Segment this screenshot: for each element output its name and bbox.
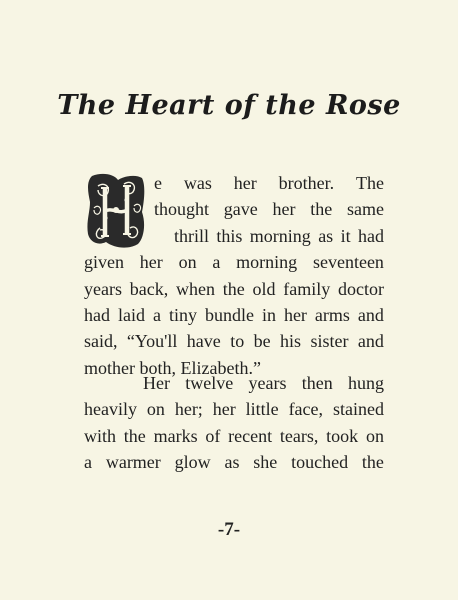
word: back,	[129, 278, 169, 299]
word: gave	[223, 199, 258, 220]
word: it	[340, 225, 351, 246]
text-line-last: mother both, Elizabeth.”	[84, 357, 261, 378]
word: and	[357, 331, 384, 352]
word: be	[253, 331, 271, 352]
word: her	[283, 305, 307, 325]
text-line	[84, 276, 384, 302]
word: have	[186, 331, 221, 352]
word: e	[154, 173, 162, 193]
word: same	[346, 199, 384, 220]
paragraph-1-top	[154, 170, 384, 223]
word: “You'll	[126, 331, 178, 352]
word: as	[318, 225, 334, 246]
word: old	[252, 278, 276, 299]
word: laid	[117, 305, 145, 325]
word: recent	[228, 425, 273, 446]
word: on	[146, 399, 165, 420]
word: sister	[310, 331, 349, 352]
paragraph-2-first-line	[143, 370, 384, 396]
text-line	[84, 423, 384, 449]
word: then	[301, 373, 333, 393]
word: little	[245, 399, 279, 420]
word: thought	[154, 199, 210, 220]
word: brother.	[278, 173, 335, 193]
word: tears,	[279, 425, 319, 446]
word: years	[248, 373, 287, 393]
chapter-title: The Heart of the Rose	[57, 90, 401, 121]
word: face,	[288, 399, 324, 420]
word: her	[272, 199, 296, 220]
word: took	[326, 425, 359, 446]
word: on	[178, 252, 197, 273]
word: morning	[236, 252, 298, 273]
word: she	[253, 452, 278, 473]
word: of	[205, 425, 221, 446]
word: glow	[174, 452, 211, 473]
text-line	[154, 170, 384, 196]
page-number: -7-	[217, 519, 241, 540]
paragraph-1-body	[84, 249, 384, 381]
word: as	[224, 452, 240, 473]
text-line	[84, 396, 384, 422]
word: a	[212, 252, 221, 273]
word: a	[152, 305, 161, 325]
word: years	[84, 278, 122, 299]
word: morning	[249, 225, 311, 246]
text-line	[143, 370, 384, 396]
word: had	[84, 305, 110, 325]
text-line	[84, 249, 384, 275]
word: to	[230, 331, 245, 352]
drop-cap-ornament	[84, 172, 148, 250]
word: arms	[314, 305, 350, 325]
word: marks	[153, 425, 198, 446]
word: said,	[84, 331, 118, 352]
text-line	[84, 328, 384, 354]
word: on	[365, 425, 384, 446]
word: this	[216, 225, 243, 246]
text-line	[174, 223, 384, 249]
word: her	[212, 399, 236, 420]
word: tiny	[168, 305, 197, 325]
drop-cap	[84, 172, 148, 250]
word: the	[222, 278, 245, 299]
word: and	[357, 305, 384, 325]
word: the	[310, 199, 333, 220]
word: twelve	[185, 373, 234, 393]
word: given	[84, 252, 124, 273]
word: bundle	[204, 305, 254, 325]
word: a	[84, 452, 92, 473]
word: with	[84, 425, 117, 446]
word: The	[355, 173, 384, 193]
word: her	[139, 252, 163, 273]
word: touched	[291, 452, 349, 473]
word: stained	[332, 399, 384, 420]
word: seventeen	[312, 252, 384, 273]
word: his	[280, 331, 302, 352]
text-line	[84, 449, 384, 475]
word: family	[283, 278, 331, 299]
word: heavily	[84, 399, 137, 420]
svg-text:H: H	[84, 172, 85, 173]
paragraph-1-indent	[174, 223, 384, 249]
word: had	[357, 225, 384, 246]
text-line	[84, 302, 384, 328]
word: thrill	[174, 225, 209, 246]
word: when	[175, 278, 215, 299]
word: in	[261, 305, 276, 325]
word: her	[233, 173, 257, 193]
word: was	[183, 173, 212, 193]
word: Her	[143, 373, 170, 393]
word: doctor	[337, 278, 384, 299]
paragraph-2-body	[84, 396, 384, 475]
word: the	[361, 452, 384, 473]
word: her;	[174, 399, 203, 420]
text-line	[154, 196, 384, 222]
word: the	[123, 425, 146, 446]
word: hung	[347, 373, 384, 393]
word: warmer	[105, 452, 161, 473]
